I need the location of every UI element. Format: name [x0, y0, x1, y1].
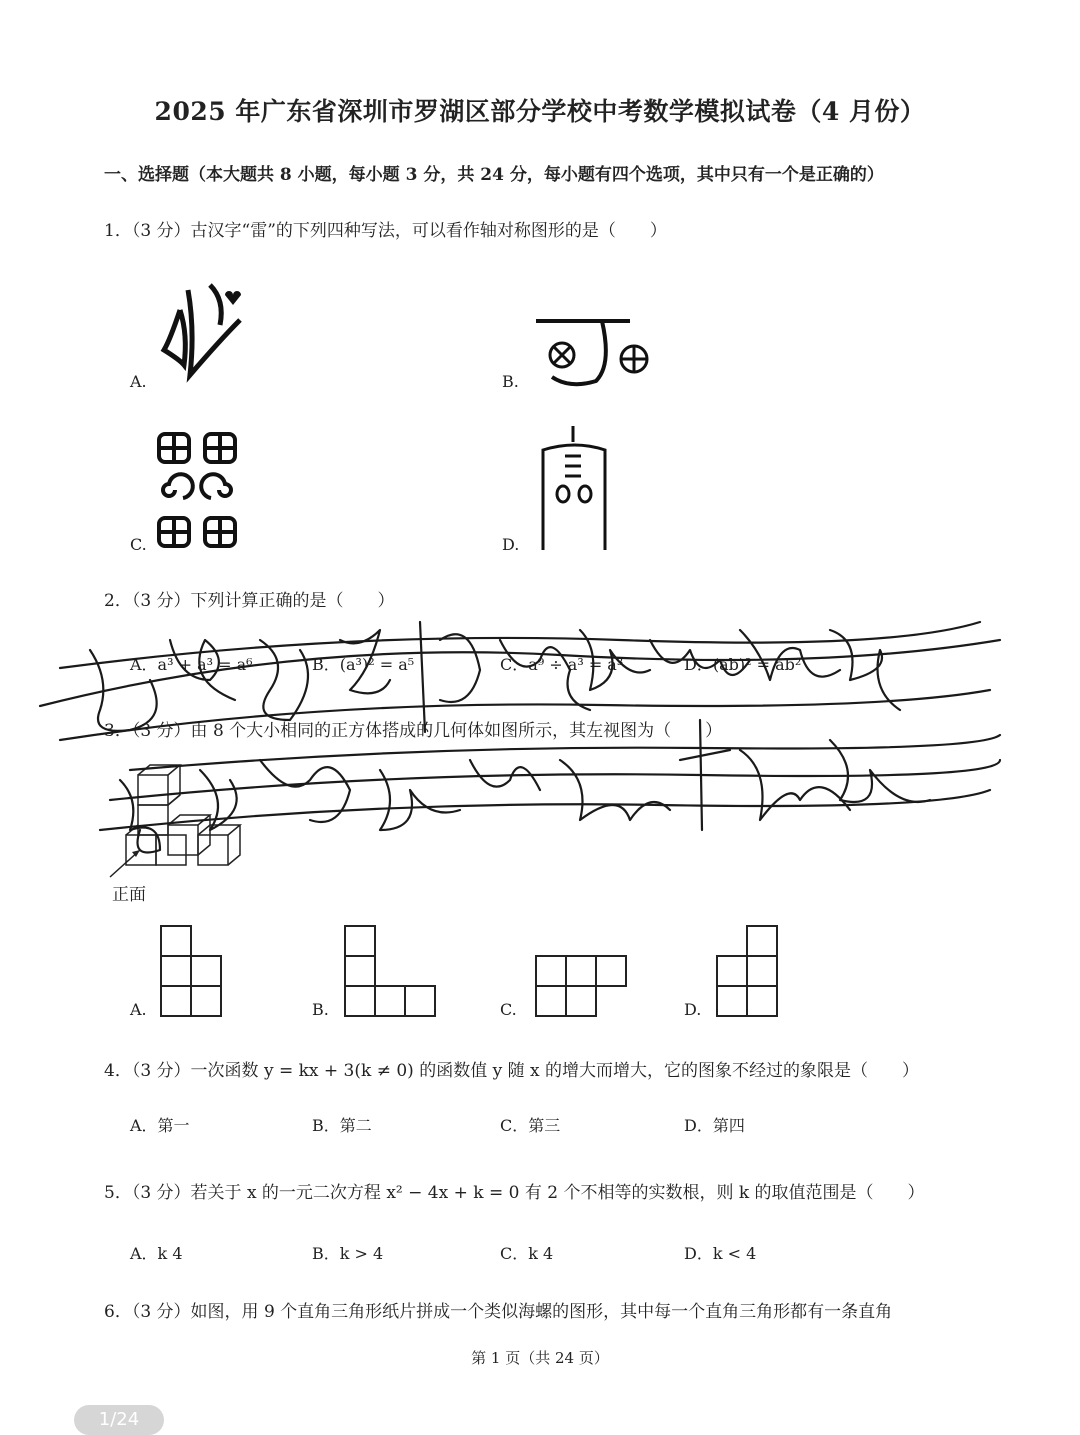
q4-option-a: A．第一 [130, 1116, 190, 1135]
q3-option-d-label: D. [684, 1000, 702, 1019]
q2-option-d: D．(ab)² = ab² [684, 655, 802, 674]
q2-option-b: B．(a³)² = a⁵ [312, 655, 415, 674]
q3-option-b-label: B. [312, 1000, 329, 1019]
q1-option-d-label: D. [502, 535, 520, 554]
page-indicator-pill[interactable]: 1/24 [74, 1405, 164, 1435]
q4-option-d: D．第四 [684, 1116, 745, 1135]
question-6-stem: 6．（3 分）如图，用 9 个直角三角形纸片拼成一个类似海螺的图形，其中每一个直角三角形都有一条直角 [104, 1302, 893, 1322]
q2-option-c: C．a⁹ ÷ a³ = a³ [500, 655, 624, 674]
q1-option-b-label: B. [502, 372, 519, 391]
q4-option-b: B．第二 [312, 1116, 372, 1135]
q3-option-a-label: A. [130, 1000, 147, 1019]
q5-option-d: D．k < 4 [684, 1244, 757, 1263]
question-1-stem: 1．（3 分）古汉字“雷”的下列四种写法，可以看作轴对称图形的是（ ） [104, 221, 667, 241]
section-heading: 一、选择题（本大题共 8 小题，每小题 3 分，共 24 分，每小题有四个选项，其中只有一个是正确的） [104, 165, 884, 185]
page-title: 2025 年广东省深圳市罗湖区部分学校中考数学模拟试卷（4 月份） [154, 97, 926, 126]
question-3-stem: 3．（3 分）由 8 个大小相同的正方体搭成的几何体如图所示，其左视图为（ ） [104, 721, 723, 741]
q3-option-c-label: C. [500, 1000, 517, 1019]
page-number-footer: 第 1 页（共 24 页） [471, 1349, 609, 1367]
q4-option-c: C．第三 [500, 1116, 561, 1135]
q1-option-c-label: C. [130, 535, 147, 554]
q2-option-a: A．a³ + a³ = a⁶ [130, 655, 253, 674]
q5-option-b: B．k > 4 [312, 1244, 384, 1263]
question-5-stem: 5．（3 分）若关于 x 的一元二次方程 x² − 4x + k = 0 有 2 个不相等的实数根，则 k 的取值范围是（ ） [104, 1183, 925, 1203]
q5-option-a: A．k 4 [130, 1244, 183, 1263]
question-4-stem: 4．（3 分）一次函数 y = kx + 3(k ≠ 0) 的函数值 y 随 x 的增大而增大，它的图象不经过的象限是（ ） [104, 1061, 919, 1081]
q3-front-label: 正面 [112, 885, 146, 905]
q1-option-a-label: A. [130, 372, 147, 391]
question-2-stem: 2．（3 分）下列计算正确的是（ ） [104, 591, 395, 611]
q5-option-c: C．k 4 [500, 1244, 554, 1263]
